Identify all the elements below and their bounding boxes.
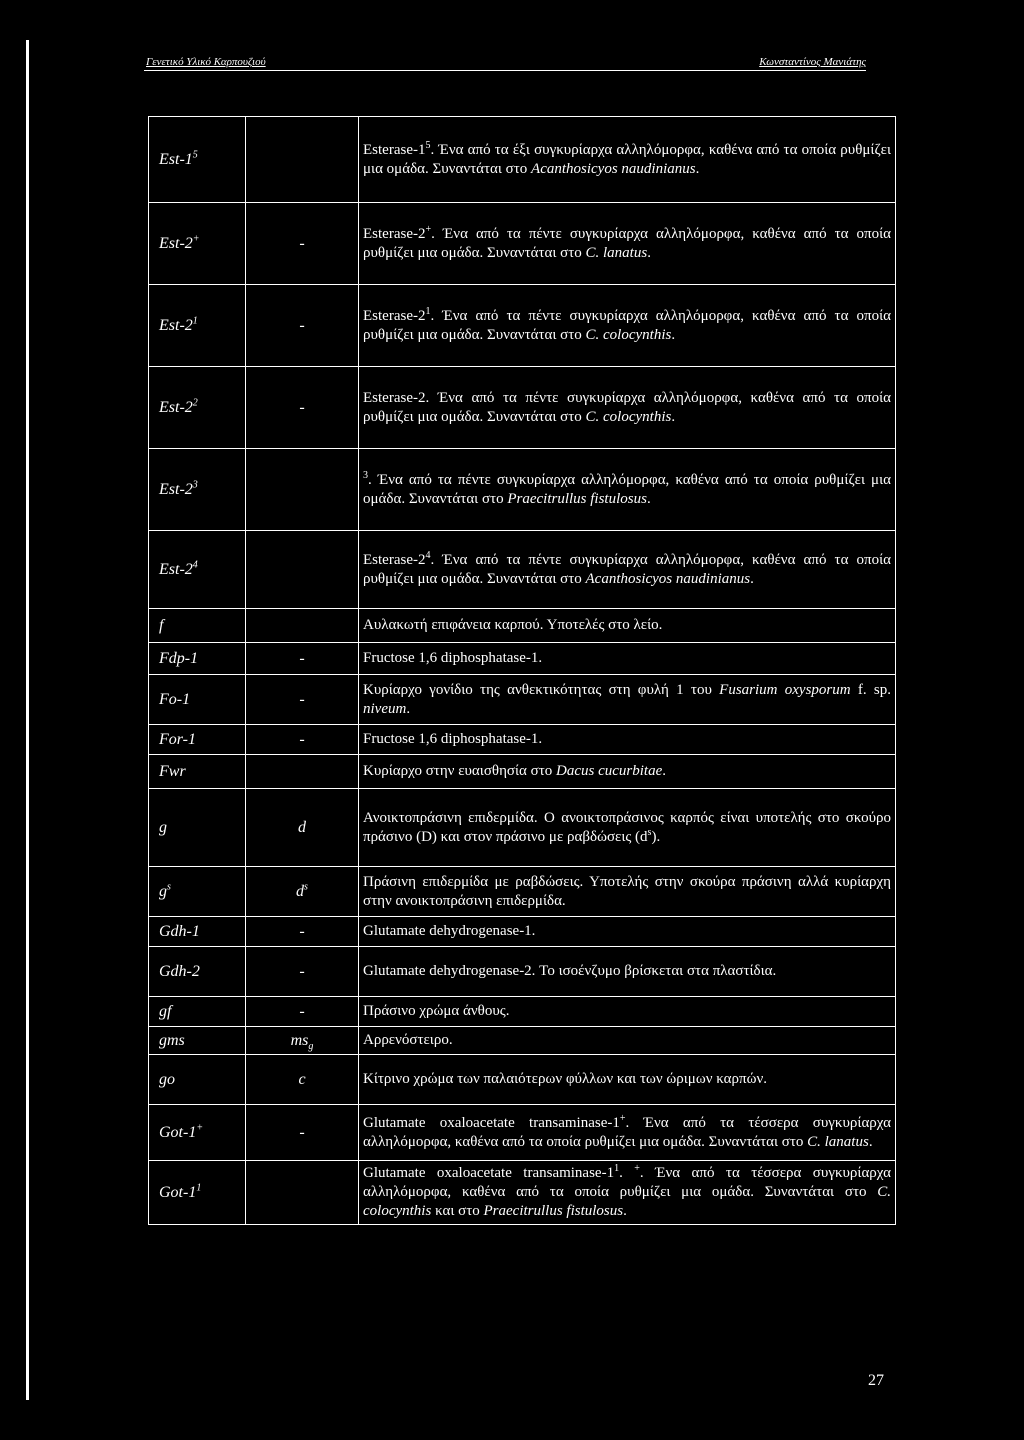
- synonym-cell: [246, 449, 359, 531]
- table-row: [149, 449, 896, 531]
- description-cell: [359, 643, 896, 675]
- description-text: Glutamate dehydrogenase-2. Το ισοένζυμο βρίσκεται στα πλαστίδια.: [363, 963, 777, 979]
- description-text: +: [425, 223, 432, 235]
- description-cell: [359, 789, 896, 867]
- description-text: .: [647, 244, 651, 261]
- description-text: Πράσινο χρώμα άνθους.: [363, 1003, 510, 1019]
- description-text: . Ένα από τα πέντε συγκυρίαρχα αλληλόμορφα, καθένα από τα οποία ρυθμίζει μια ομάδα. Συναντάται στο: [363, 471, 891, 507]
- synonym-cell: [246, 285, 359, 367]
- running-header-author: Κωνσταντίνος Μανιάτης: [759, 56, 866, 68]
- description-text: Glutamate dehydrogenase-1.: [363, 923, 536, 939]
- description-text: C. colocynthis: [585, 408, 672, 425]
- synonym-cell: [246, 1027, 359, 1055]
- description-text: Κυρίαρχο στην ευαισθησία στο: [363, 763, 557, 779]
- gene-symbol-cell: [149, 609, 246, 643]
- description-text: f. sp.: [850, 681, 891, 698]
- description-text: .: [646, 490, 651, 507]
- table-row: [149, 675, 896, 725]
- description-text: Glutamate oxaloacetate transaminase-1: [363, 1165, 615, 1181]
- gene-symbol-cell: [149, 725, 246, 755]
- description-text: . Ένα από τα έξι συγκυρίαρχα αλληλόμορφα, καθένα από τα οποία ρυθμίζει μια ομάδα. Συναντάται στο: [363, 141, 891, 177]
- table-row: [149, 917, 896, 947]
- table-row: [149, 285, 896, 367]
- description-text: C. colocynthis: [363, 1184, 891, 1219]
- description-cell: [359, 755, 896, 789]
- gene-symbol: Est-2: [159, 399, 193, 416]
- description-text: .: [671, 408, 676, 425]
- gene-symbol: Got-1: [159, 1124, 197, 1141]
- gene-symbol-cell: [149, 367, 246, 449]
- description-text: .: [868, 1133, 873, 1150]
- running-header-title: Γενετικό Υλικό Καρπουζιού: [146, 56, 266, 68]
- synonym: -: [299, 1124, 305, 1141]
- synonym: d: [296, 883, 305, 900]
- table-row: [149, 203, 896, 285]
- synonym-cell: [246, 755, 359, 789]
- gene-symbol-superscript: 5: [192, 149, 198, 161]
- gene-symbol-cell: [149, 285, 246, 367]
- gene-symbol-cell: [149, 531, 246, 609]
- gene-symbol-cell: [149, 1027, 246, 1055]
- page-number: 27: [868, 1372, 884, 1389]
- table-row: [149, 1161, 896, 1225]
- description-text: .: [750, 570, 754, 587]
- synonym: -: [299, 731, 305, 748]
- description-text: . Ένα από τα πέντε συγκυρίαρχα αλληλόμορφα, καθένα από τα οποία ρυθμίζει μια ομάδα. Συναντάται στο: [363, 307, 891, 343]
- gene-symbol-superscript: 2: [192, 397, 198, 409]
- gene-symbol: For-1: [159, 731, 197, 748]
- gene-symbol: gf: [159, 1003, 172, 1020]
- gene-symbol: Got-1: [159, 1184, 197, 1201]
- synonym-cell: [246, 1161, 359, 1225]
- gene-symbol-cell: [149, 675, 246, 725]
- description-text: C. colocynthis: [585, 326, 672, 343]
- table-row: [149, 609, 896, 643]
- synonym-subscript: g: [308, 1041, 314, 1053]
- synonym-cell: [246, 675, 359, 725]
- description-cell: [359, 203, 896, 285]
- description-cell: [359, 367, 896, 449]
- gene-symbol-superscript: 1: [192, 315, 198, 327]
- gene-symbol-superscript: 1: [196, 1182, 202, 1194]
- synonym: -: [299, 399, 305, 416]
- description-text: 4: [425, 549, 431, 561]
- description-text: Praecitrullus fistulosus: [507, 490, 647, 507]
- table-row: [149, 755, 896, 789]
- synonym: ms: [290, 1032, 309, 1049]
- description-text: . Ένα από τα πέντε συγκυρίαρχα αλληλόμορφα, καθένα από τα οποία ρυθμίζει μια ομάδα. Συναντάται στο: [363, 389, 891, 425]
- description-text: Esterase-2: [363, 389, 426, 406]
- gene-symbol: Gdh-1: [159, 923, 200, 940]
- page-edge-line: [26, 40, 29, 1400]
- gene-symbol-cell: [149, 117, 246, 203]
- description-text: . Ένα από τα τέσσερα συγκυρίαρχα αλληλόμορφα, καθένα από τα οποία ρυθμίζει μια ομάδα. Συναντάται στο: [363, 1114, 891, 1150]
- table-row: [149, 117, 896, 203]
- description-text: Fructose 1,6 diphosphatase-1.: [363, 650, 543, 666]
- synonym-cell: [246, 531, 359, 609]
- description-cell: [359, 1055, 896, 1105]
- description-text: niveum: [363, 700, 407, 717]
- gene-symbol-cell: [149, 867, 246, 917]
- gene-table-body: [149, 117, 896, 1225]
- synonym-cell: [246, 117, 359, 203]
- gene-symbol: Gdh-2: [159, 963, 200, 980]
- gene-symbol-cell: [149, 997, 246, 1027]
- description-text: 5: [425, 139, 431, 151]
- description-text: Ανοικτοπράσινη επιδερμίδα. Ο ανοικτοπράσινος καρπός είναι υποτελής στο σκούρο πράσινο (D) και στον πράσινο με ραβδώσεις (d: [363, 809, 891, 845]
- synonym-cell: [246, 917, 359, 947]
- gene-symbol: Est-1: [159, 151, 193, 168]
- description-text: +: [619, 1112, 626, 1124]
- description-text: .: [662, 763, 667, 779]
- gene-symbol-cell: [149, 203, 246, 285]
- description-text: .: [623, 1203, 627, 1219]
- gene-symbol-cell: [149, 917, 246, 947]
- gene-symbol: Est-2: [159, 481, 193, 498]
- synonym-cell: [246, 203, 359, 285]
- gene-symbol-superscript: 3: [192, 479, 198, 491]
- synonym: -: [299, 963, 305, 980]
- description-text: Αρρενόστειρο.: [363, 1032, 453, 1048]
- gene-symbol-cell: [149, 1161, 246, 1225]
- table-row: [149, 1027, 896, 1055]
- synonym: -: [299, 235, 305, 252]
- description-text: 1: [425, 305, 431, 317]
- description-text: Esterase-2: [363, 307, 426, 324]
- gene-symbol: f: [159, 617, 164, 634]
- gene-symbol: g: [159, 883, 167, 900]
- synonym-cell: [246, 1055, 359, 1105]
- description-text: Acanthosicyos naudinianus: [531, 160, 696, 177]
- gene-symbol: Fwr: [159, 763, 186, 780]
- gene-symbol-cell: [149, 1055, 246, 1105]
- synonym-cell: [246, 725, 359, 755]
- synonym: c: [298, 1071, 306, 1088]
- description-cell: [359, 449, 896, 531]
- gene-symbol: g: [159, 819, 167, 836]
- synonym-cell: [246, 1105, 359, 1161]
- table-row: [149, 367, 896, 449]
- gene-symbol-cell: [149, 789, 246, 867]
- table-row: [149, 947, 896, 997]
- synonym-cell: [246, 867, 359, 917]
- gene-symbol-superscript: s: [167, 881, 171, 893]
- description-text: Fructose 1,6 diphosphatase-1.: [363, 731, 543, 747]
- description-cell: [359, 675, 896, 725]
- description-cell: [359, 867, 896, 917]
- description-cell: [359, 1161, 896, 1225]
- synonym-cell: [246, 997, 359, 1027]
- description-cell: [359, 997, 896, 1027]
- gene-symbol-superscript: 4: [192, 559, 198, 571]
- gene-symbol-superscript: +: [192, 233, 200, 245]
- table-row: [149, 997, 896, 1027]
- description-cell: [359, 531, 896, 609]
- gene-symbol-cell: [149, 1105, 246, 1161]
- gene-symbol-cell: [149, 449, 246, 531]
- table-row: [149, 1055, 896, 1105]
- gene-symbol: Fo-1: [159, 691, 191, 708]
- description-cell: [359, 609, 896, 643]
- description-text: . Ένα από τα πέντε συγκυρίαρχα αλληλόμορφα, καθένα από τα οποία ρυθμίζει μια ομάδα. Συναντάται στο: [363, 225, 891, 261]
- description-text: Acanthosicyos naudinianus: [585, 570, 751, 587]
- gene-symbol-cell: [149, 947, 246, 997]
- description-text: Dacus cucurbitae: [556, 763, 663, 779]
- table-row: [149, 643, 896, 675]
- description-text: Glutamate oxaloacetate transaminase-1: [363, 1114, 620, 1131]
- table-row: [149, 1105, 896, 1161]
- description-text: Κίτρινο χρώμα των παλαιότερων φύλλων και των ώριμων καρπών.: [363, 1071, 767, 1087]
- description-text: Esterase-2: [363, 551, 426, 568]
- table-row: [149, 531, 896, 609]
- synonym: d: [298, 819, 306, 836]
- synonym: -: [299, 650, 305, 667]
- synonym-cell: [246, 947, 359, 997]
- table-row: [149, 725, 896, 755]
- gene-symbol: go: [159, 1071, 175, 1088]
- description-text: 1: [614, 1163, 620, 1174]
- gene-symbol-cell: [149, 643, 246, 675]
- description-cell: [359, 917, 896, 947]
- description-text: Αυλακωτή επιφάνεια καρπού. Υποτελές στο λείο.: [363, 617, 663, 633]
- description-text: .: [619, 1165, 635, 1181]
- description-cell: [359, 1027, 896, 1055]
- synonym: -: [299, 1003, 305, 1020]
- description-cell: [359, 1105, 896, 1161]
- description-text: Praecitrullus fistulosus: [483, 1203, 624, 1219]
- synonym-cell: [246, 609, 359, 643]
- description-text: C. lanatus: [585, 244, 648, 261]
- gene-symbol: Est-2: [159, 561, 193, 578]
- table-row: [149, 867, 896, 917]
- description-text: Esterase-1: [363, 141, 426, 158]
- description-text: C. lanatus: [807, 1133, 869, 1150]
- header-rule: [144, 70, 866, 71]
- description-text: Κυρίαρχο γονίδιο της ανθεκτικότητας στη φυλή 1 του: [363, 681, 720, 698]
- synonym: -: [299, 923, 305, 940]
- synonym-superscript: s: [304, 881, 308, 893]
- synonym: -: [299, 691, 305, 708]
- gene-symbol: Est-2: [159, 235, 193, 252]
- gene-symbol: gms: [159, 1032, 185, 1049]
- synonym-cell: [246, 367, 359, 449]
- table-row: [149, 789, 896, 867]
- description-text: . Ένα από τα πέντε συγκυρίαρχα αλληλόμορφα, καθένα από τα οποία ρυθμίζει μια ομάδα. Συναντάται στο: [363, 551, 891, 587]
- description-cell: [359, 947, 896, 997]
- gene-symbol: Fdp-1: [159, 650, 199, 667]
- synonym-cell: [246, 789, 359, 867]
- description-text: 3: [363, 469, 368, 481]
- description-text: .: [695, 160, 700, 177]
- description-text: και στο: [431, 1203, 484, 1219]
- gene-symbol-cell: [149, 755, 246, 789]
- synonym-cell: [246, 643, 359, 675]
- description-text: ).: [651, 828, 661, 845]
- description-cell: [359, 285, 896, 367]
- description-text: Πράσινη επιδερμίδα με ραβδώσεις. Υποτελής στην σκούρα πράσινη αλλά κυρίαρχη στην ανοικτοπράσινη επιδερμίδα.: [363, 873, 891, 909]
- description-text: .: [406, 700, 411, 717]
- description-text: +: [634, 1163, 640, 1174]
- description-text: .: [671, 326, 676, 343]
- gene-symbol-superscript: +: [196, 1122, 204, 1134]
- description-text: Fusarium oxysporum: [719, 681, 851, 698]
- description-text: . Ένα από τα τέσσερα συγκυρίαρχα αλληλόμορφα, καθένα από τα οποία ρυθμίζει μια ομάδα. Συναντάται στο: [363, 1165, 891, 1200]
- description-text: s: [647, 826, 652, 838]
- gene-table: [148, 116, 896, 1225]
- description-cell: [359, 117, 896, 203]
- gene-symbol: Est-2: [159, 317, 193, 334]
- description-text: Esterase-2: [363, 225, 426, 242]
- synonym: -: [299, 317, 305, 334]
- description-cell: [359, 725, 896, 755]
